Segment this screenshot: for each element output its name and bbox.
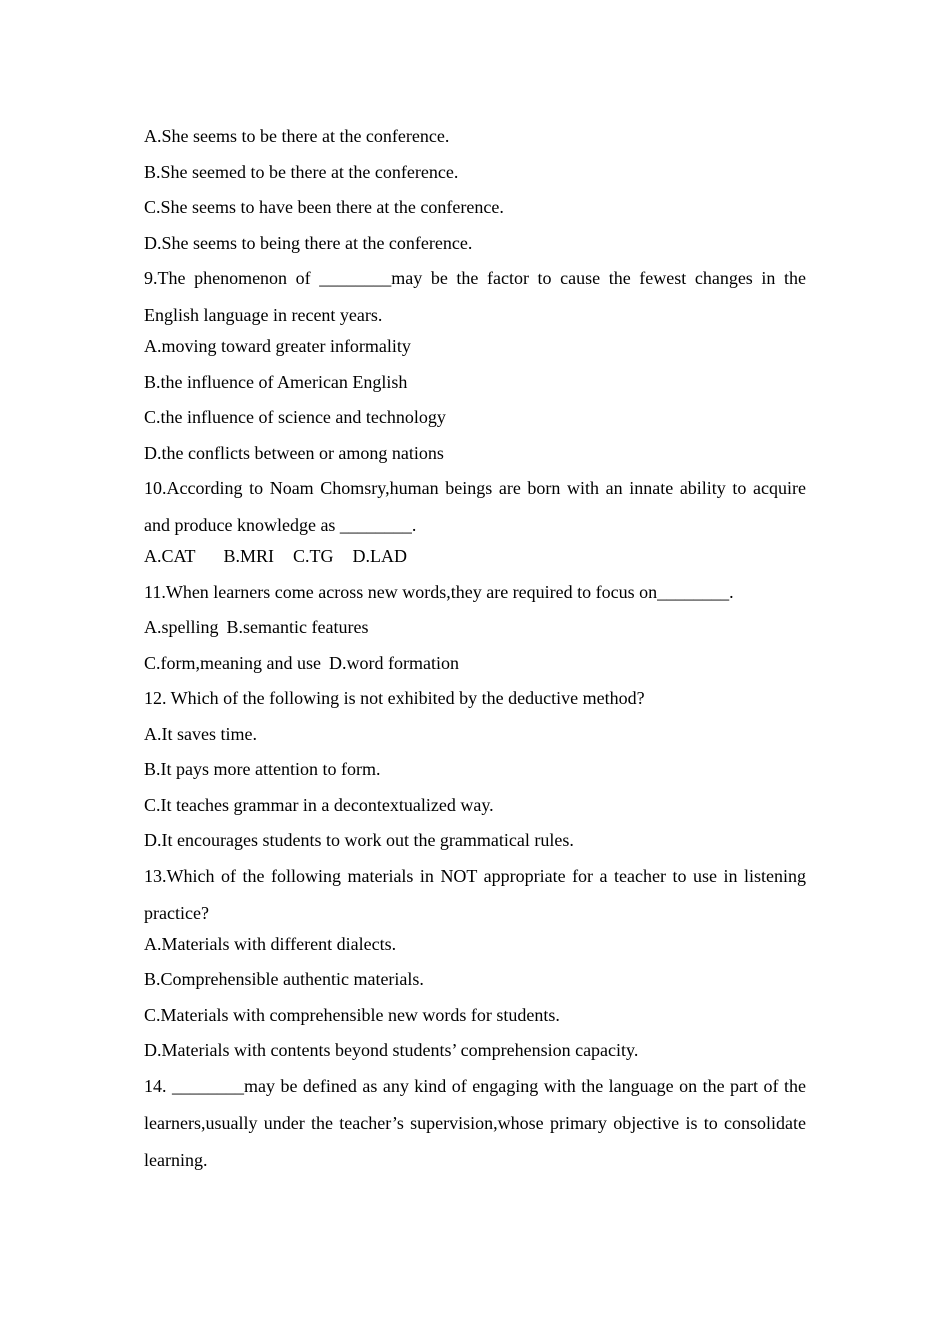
q10-option-c: C.TG: [293, 546, 334, 566]
q10-stem: 10.According to Noam Chomsry,human beings are born with an innate ability to acquire and produce knowledge as ________.: [144, 478, 806, 535]
q12-stem: 12. Which of the following is not exhibited by the deductive method?: [144, 688, 645, 708]
q9-stem: 9.The phenomenon of ________may be the factor to cause the fewest changes in the English language in recent years.: [144, 268, 806, 325]
q10-option-a: A.CAT: [144, 546, 196, 566]
q13-option-b: B.Comprehensible authentic materials.: [144, 969, 424, 989]
q8-option-b: B.She seemed to be there at the conference.: [144, 161, 459, 182]
q11-option-a: A.spelling: [144, 617, 219, 637]
q8-option-a: A.She seems to be there at the conference.: [144, 126, 450, 146]
q9-option-d: D.the conflicts between or among nations: [144, 442, 444, 463]
q8-option-c: C.She seems to have been there at the conference.: [144, 197, 504, 217]
q11-options-row-1: [144, 615, 806, 651]
q11-option-d: D.word formation: [328, 652, 459, 673]
q12-option-d: D.It encourages students to work out the grammatical rules.: [144, 830, 574, 850]
q10-option-d: D.LAD: [352, 546, 408, 566]
q11-stem: 11.When learners come across new words,they are required to focus on________.: [144, 581, 734, 602]
q11-option-b: B.semantic features: [226, 617, 369, 637]
q13-stem: 13.Which of the following materials in NOT appropriate for a teacher to use in listening practice?: [144, 865, 806, 923]
q11-options-row-2: [144, 651, 806, 687]
q13-option-c: C.Materials with comprehensible new words for students.: [144, 1004, 560, 1025]
q10-options-row: [144, 544, 806, 580]
q13-option-d: D.Materials with contents beyond students’ comprehension capacity.: [144, 1040, 639, 1060]
q9-option-b: B.the influence of American English: [144, 371, 408, 392]
q12-option-a: A.It saves time.: [144, 723, 257, 744]
q10-option-b: B.MRI: [223, 546, 275, 566]
document-page: [144, 124, 806, 1179]
q8-option-d: D.She seems to being there at the conference.: [144, 232, 473, 253]
q9-option-c: C.the influence of science and technology: [144, 407, 446, 427]
q13-option-a: A.Materials with different dialects.: [144, 933, 397, 954]
q11-option-c: C.form,meaning and use: [144, 652, 321, 673]
q9-option-a: A.moving toward greater informality: [144, 336, 411, 356]
q12-option-b: B.It pays more attention to form.: [144, 759, 381, 779]
q12-option-c: C.It teaches grammar in a decontextualized way.: [144, 794, 494, 815]
q14-stem: 14. ________may be defined as any kind of engaging with the language on the part of the learners,usually under the teacher’s supervision,whose primary objective is to consolidate learning.: [144, 1075, 806, 1170]
